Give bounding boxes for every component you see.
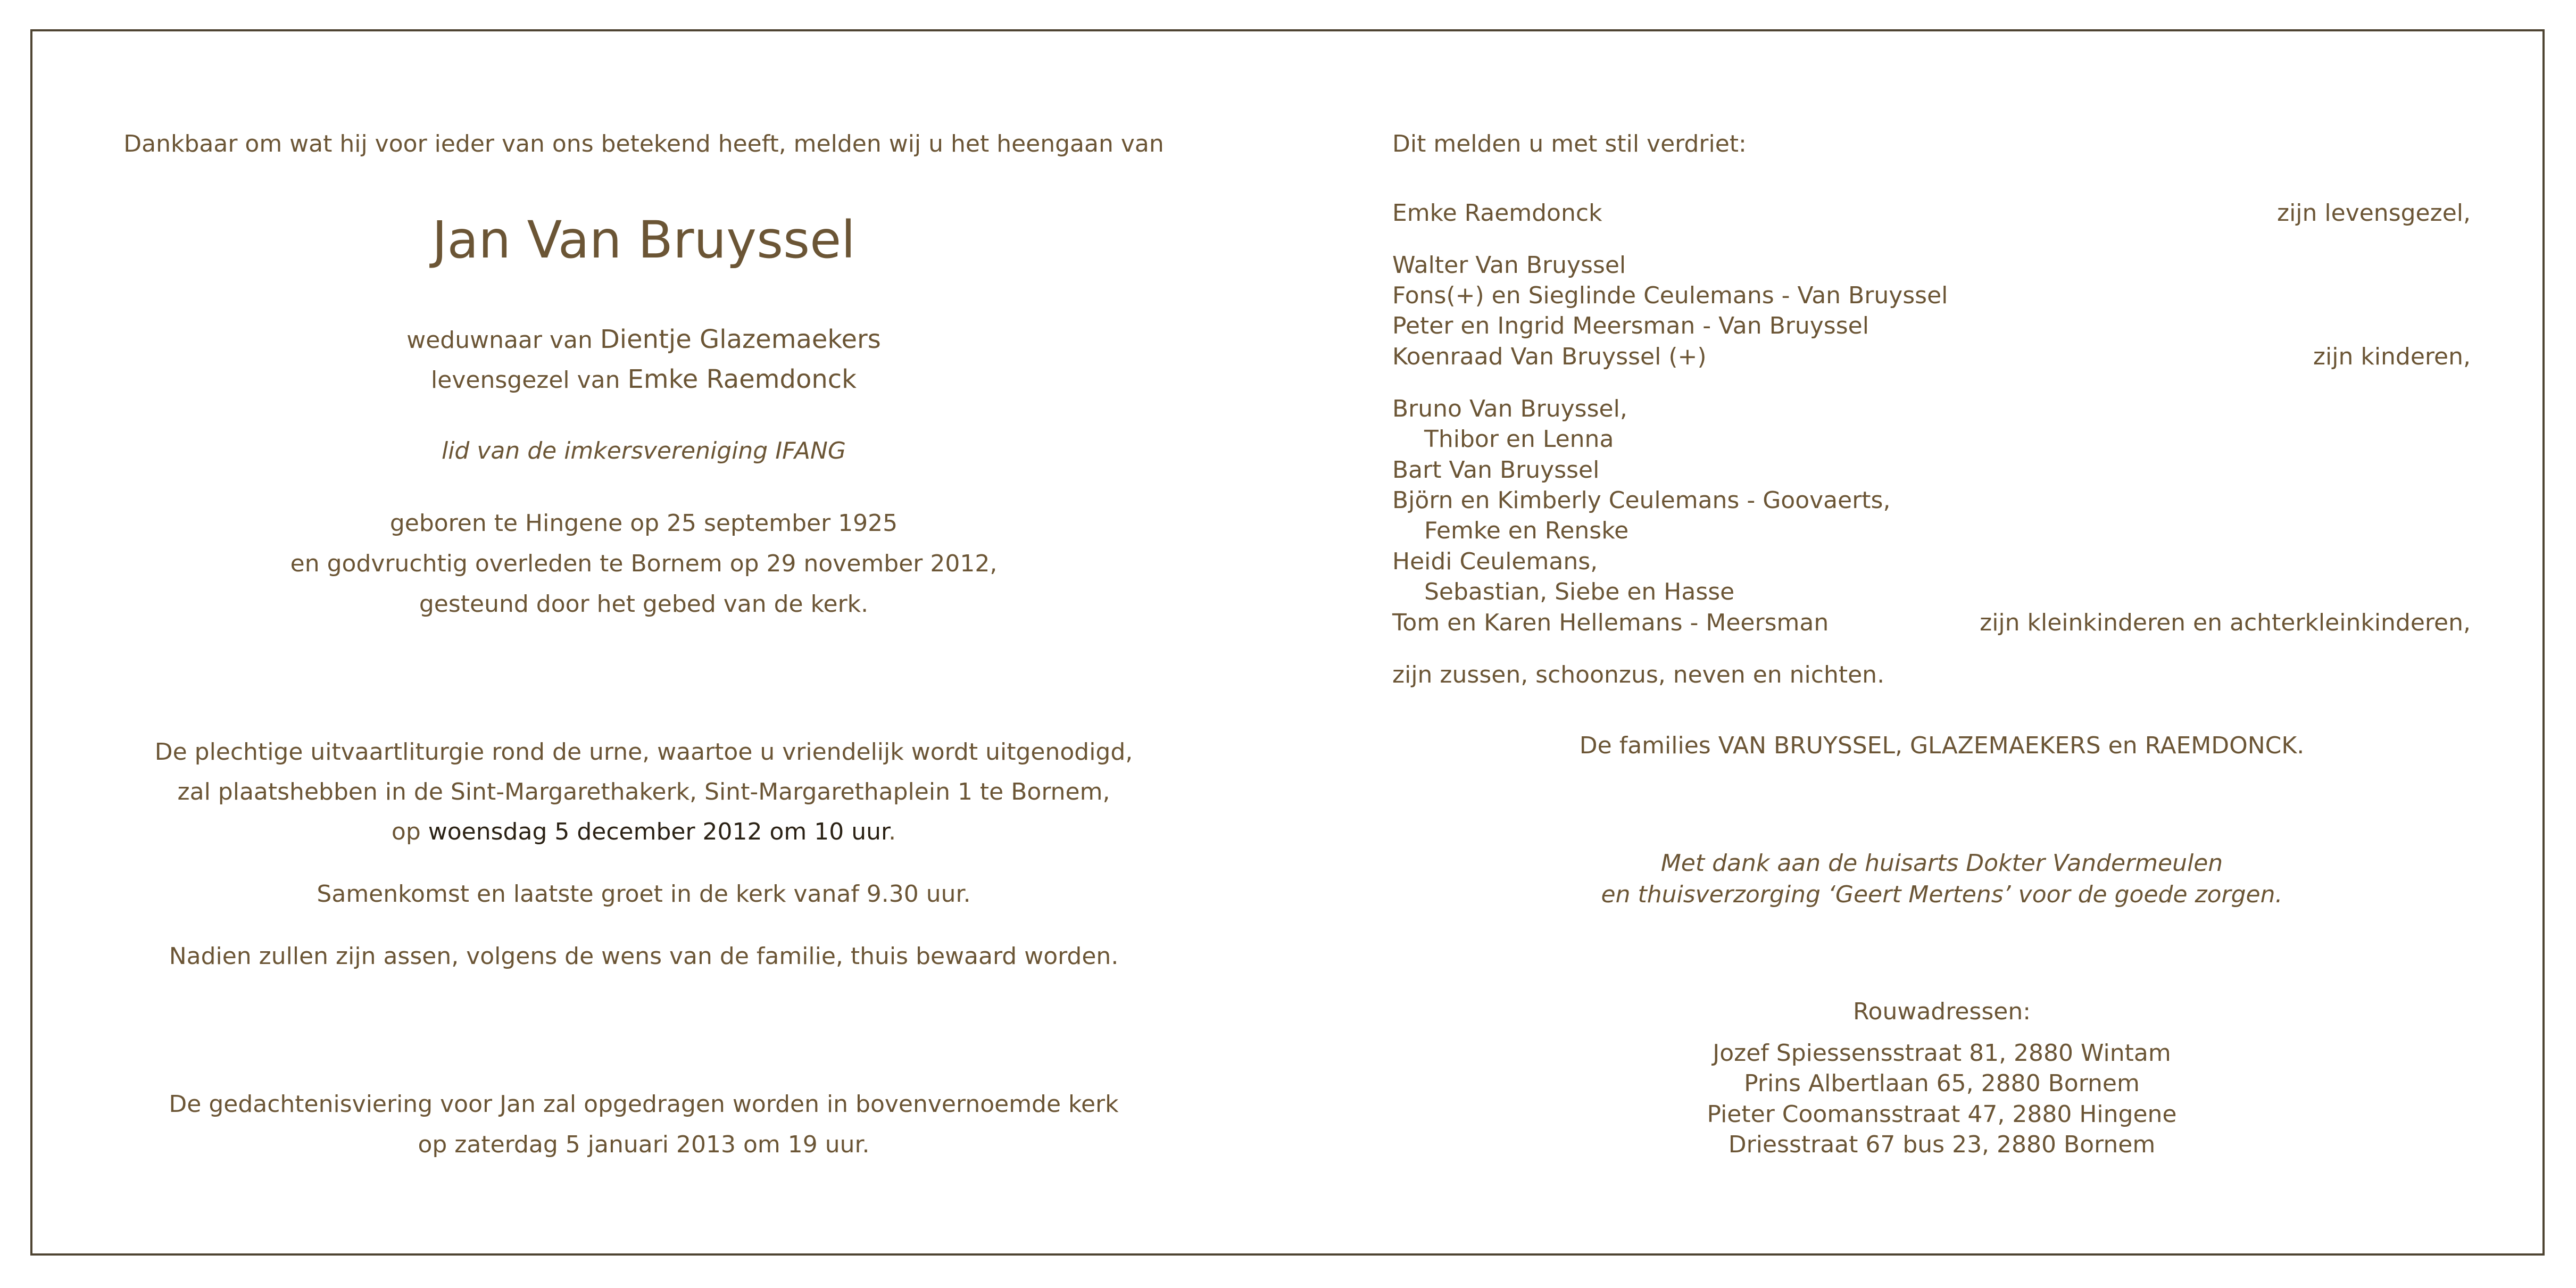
- intro-text: Dankbaar om wat hij voor ieder van ons betekend heeft, melden wij u het heengaan van: [123, 130, 1164, 157]
- grandchild-entry: Femke en Renske: [1424, 517, 1629, 544]
- funeral-date: woensdag 5 december 2012 om 10 uur: [428, 818, 889, 845]
- deceased-name: Jan Van Bruyssel: [432, 210, 855, 270]
- partner-prefix: levensgezel van: [431, 367, 620, 394]
- died-text: en godvruchtig overleden te Bornem op 29 november 2012,: [290, 550, 998, 577]
- grandchild-entry: Heidi Ceulemans,: [1392, 548, 1598, 575]
- child-entry: Koenraad Van Bruyssel (+): [1392, 343, 1707, 370]
- thanks-line-2: en thuisverzorging ‘Geert Mertens’ voor de goede zorgen.: [1601, 881, 2283, 908]
- funeral-line-2: zal plaatshebben in de Sint-Margarethakerk, Sint-Margarethaplein 1 te Bornem,: [177, 778, 1110, 805]
- right-intro: Dit melden u met stil verdriet:: [1392, 130, 1747, 157]
- funeral-prefix: op: [391, 818, 421, 845]
- partner-line: [32, 364, 1256, 394]
- widower-name: Dientje Glazemaekers: [600, 325, 881, 354]
- partner-role: zijn levensgezel,: [2276, 200, 2471, 227]
- grandchild-entry: Sebastian, Siebe en Hasse: [1424, 578, 1735, 605]
- address-line: Prins Albertlaan 65, 2880 Bornem: [1744, 1070, 2140, 1097]
- grandchildren-role: zijn kleinkinderen en achterkleinkinderen,: [1980, 609, 2471, 636]
- address-line: Driesstraat 67 bus 23, 2880 Bornem: [1728, 1131, 2156, 1158]
- gathering-text: Samenkomst en laatste groet in de kerk vanaf 9.30 uur.: [317, 880, 971, 908]
- child-entry: Walter Van Bruyssel: [1392, 252, 1626, 279]
- supported-text: gesteund door het gebed van de kerk.: [419, 591, 869, 618]
- memorial-line-2: op zaterdag 5 januari 2013 om 19 uur.: [418, 1131, 870, 1158]
- families-text: De families VAN BRUYSSEL, GLAZEMAEKERS en RAEMDONCK.: [1579, 732, 2305, 759]
- funeral-line-1: De plechtige uitvaartliturgie rond de urne, waartoe u vriendelijk wordt uitgenodigd,: [154, 738, 1133, 766]
- grandchild-entry: Bruno Van Bruyssel,: [1392, 395, 1627, 422]
- grandchild-entry: Tom en Karen Hellemans - Meersman: [1392, 609, 1829, 636]
- funeral-suffix: .: [888, 818, 896, 845]
- widower-line: [32, 325, 1256, 354]
- left-column: [32, 0, 1256, 1288]
- ashes-text: Nadien zullen zijn assen, volgens de wens van de familie, thuis bewaard worden.: [169, 943, 1119, 970]
- grandchild-entry: Thibor en Lenna: [1424, 426, 1614, 453]
- widower-prefix: weduwnaar van: [406, 327, 593, 354]
- grandchild-entry: Björn en Kimberly Ceulemans - Goovaerts,: [1392, 487, 1891, 514]
- memorial-line-1: De gedachtenisviering voor Jan zal opgedragen worden in bovenvernoemde kerk: [169, 1091, 1119, 1118]
- address-line: Jozef Spiessensstraat 81, 2880 Wintam: [1713, 1040, 2171, 1067]
- partner-name: Emke Raemdonck: [627, 364, 857, 394]
- child-entry: Fons(+) en Sieglinde Ceulemans - Van Bruyssel: [1392, 282, 1948, 309]
- address-line: Pieter Coomansstraat 47, 2880 Hingene: [1707, 1101, 2177, 1128]
- grandchild-entry: Bart Van Bruyssel: [1392, 456, 1600, 484]
- thanks-line-1: Met dank aan de huisarts Dokter Vandermeulen: [1660, 850, 2223, 877]
- child-entry: Peter en Ingrid Meersman - Van Bruyssel: [1392, 312, 1869, 339]
- funeral-date-line: [32, 818, 1256, 845]
- born-text: geboren te Hingene op 25 september 1925: [389, 510, 898, 537]
- addresses-title: Rouwadressen:: [1852, 998, 2031, 1025]
- siblings-text: zijn zussen, schoonzus, neven en nichten.: [1392, 661, 1885, 688]
- children-role: zijn kinderen,: [2313, 343, 2471, 370]
- right-column: [1383, 0, 2500, 1288]
- partner-entry: Emke Raemdonck: [1392, 200, 1602, 227]
- membership-text: lid van de imkersvereniging IFANG: [441, 437, 846, 464]
